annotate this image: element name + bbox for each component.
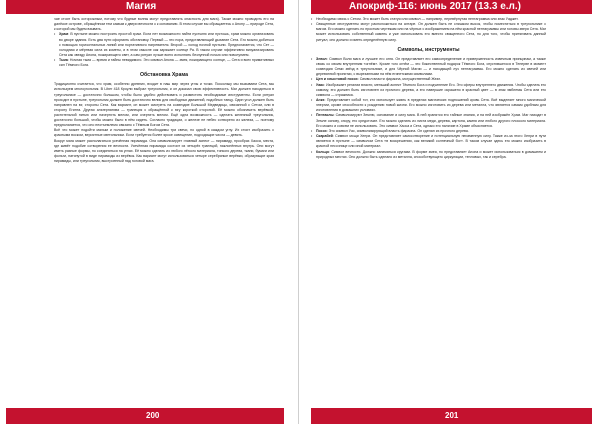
bullet-text: : Представляет собой тот, кто использует жизнь в пределах магических подношений кровь Сета. Всё выделяет много магической энергии, кроме способности к рождению новой жизни. Его можно изготовить из дерева или металла, что является самым удобным для изготовления в домашних условиях.: [316, 97, 546, 113]
bullet-item: [54, 58, 274, 68]
bullet-text: Священные инструменты могут расположиться на алтаре. Он должен быть не слишком высок, чтобы поместиться в треугольнике с магом. Его можно сделать по простым чертежам или на чёрных с изображением на нём красной пентаграммы или головы зверя Сета. Маг может использовать собственный камень и уже использовать его вместо священного Сета, но для того, чтобы притягивать данный ритуал, оно должно и иметь определённую силу.: [316, 22, 546, 42]
bullet-term: Цеп и хлыстовой посох: [316, 77, 358, 82]
left-page: [0, 0, 299, 424]
bullet-item: [311, 134, 546, 149]
body-paragraph: Вокруг мага может располагаться усечённая пирамида. Она символизирует главный аспект — пирамиду, прообраз Хаоса, места, где живёт подобие сотворения ее вечности. Усечённая пирамида состоит из четырёх трапеций, наклонённых внутрь. Они могут иметь разные формы, но соединяться на углах. Её можно сделать из любого лёгкого материала, тонкого дерева, ткани, бумаги или фольги, натянутой в виде пирамиды из верёвок. Как вариант могут использоваться четыре серебряные верёвки, образующие края пирамиды, или треугольник, выстроенный над головой мага.: [54, 138, 274, 164]
bullet-text: : Символ власти фараона, могущественный Жезл.: [357, 77, 442, 82]
section-heading: Символы, инструменты: [397, 46, 460, 53]
right-page-header: [311, 0, 592, 14]
bullet-text: : Символ мощи Хепри. Он представляет самосотворение и потенциальную неизменную силу. Также из-за этого Хепри в пути является в пустыне — символом Сета «в воскрешении, как великий солнечный бог». В таком случае здесь его можно изобразить в красной песочнице или иной материал.: [316, 134, 546, 149]
bullet-term: Посох: [316, 128, 327, 133]
right-page-number: 201: [445, 411, 459, 420]
bullet-item: [311, 113, 546, 128]
bullet-item: [54, 32, 274, 57]
body-paragraph: чае стоит быть осторожным, потому что будные волны могут представлять опасность для мага). Также можно проводить его на далёкое острове, обращённом тем самым к двери вечности к к основанию. В этом случае вы обращаетесь к Апопу — природе Сета, к которой мы будем взывать.: [54, 17, 274, 32]
bullet-text: : Изображает регалии власти, меньший аспект Тёмного Бога и подчинение Его. Это сферы внутреннего движения. Чтобы сделать его самому, его должен быть изготовлен из прочного дерева, а его навершие окрашено в красный цвет — в знак эмблемы Сета или его символа — стражника.: [316, 82, 546, 97]
bullet-term: Анкх: [316, 97, 325, 102]
right-page: [301, 0, 600, 424]
bullet-item: [311, 150, 546, 160]
body-paragraph: Всё что может подойти малым и положение свечей. Необходимы три свечи, по одной в каждом углу. Их стоит изобразить с красными воском, вероятные светильники. Если требуется более яркое освещение, подходящие числа — девять.: [54, 128, 274, 138]
bullet-term: Пентаклы: [316, 113, 334, 118]
bullet-item: [311, 83, 546, 98]
right-page-title: Апокриф-116: июнь 2017 (13.3 е.л.): [349, 1, 522, 12]
right-page-body: [311, 17, 546, 400]
body-paragraph: Традиционно считается, что храм, особенно древних, входит в наш мир через углы и точки. Поскольку мы вызываем Сета, мы используем многоугольник. В Liber 418 Кроули выбрал треугольник, и он доказал свою эффективность. Маг должен находиться в треугольнике — достаточно большом, чтобы было удобно действовать и разместить необходимые инструменты. Если ритуал проходит в пустыне, треугольник должен быть достаточно велик для свободных движений, подобных танцу. Один угол должен быть направлен на юг, стороны Сета. Как вариант, он может смотреть на созвездие Большой Медведицы, связанной с Сетом, или в сторону Египта. Другая альтернатива — трапеция с обращённой к югу короткой стороной. Её можно обозначить верёвкой, растительной нитью или начертить мелом, или очертить мелом. Ещё одна возможность — сделать железный треугольник, достаточно большой, чтобы можно было в нём сидеть. Согласно традиции, о железе не небес сотворено из железа, — поэтому предполагается, что оно неотъемлемо связано с Тёмным Богом Сета.: [54, 82, 274, 128]
bullet-text: Необходимо связь с Сетом. Это может быть статуя или символ — например, перевёрнутая пентаграмма или знак Уаджет.: [316, 17, 519, 21]
left-page-number: 200: [146, 411, 160, 420]
bullet-text: : В пустыне можно построить простой храм. Если нет возможности найти пустыню или пустошь, храм можно организовать во дворе здания. Есть два пути оформить обстановку. Первый — это нора, представляющий дыхание Сета. Его можно добиться с помощью горизонтальных линий или портативного нагревателя. Второй — холод ночной пустыни. Предполагается, что Сет — холодная и мёртвая сила из кометы, и в этом смысле как заряжает солнце Ра. В таком случае эффективно визуализировать Сета как звезду Апопа, пожирающего свет, а сам ритуал лучше всего исполнять безлунной ночью или новолунием.: [59, 32, 274, 57]
bullet-term: Уаас: [316, 82, 325, 87]
bullet-text: : Символ Воли мага и лучшее его огня. Он представляет его самоопределение и приверженность извечным принципам, а также связь со своим внутренним «огнём». Кроме того огнём — это божественный подарок Тёмного Бога, спустившегося в Тенерве в момент созвездия Семи звёзд в треугольнике, и для Чёрной Магии — и находящей луч пентаграммы. Его можно сделать из свечей или деревянной пропитки, с вырезанными на нём египетскими символами.: [316, 56, 546, 76]
bullet-text: : Символ вечности. Должно заниматься кругами. В форме змея, но представляет Апопа и может использоваться в домашнем и природных местах. Оно должно быть сделано из металла, способствующего циркуляции, тепловых, так и серебра.: [316, 149, 546, 159]
left-page-header: [6, 0, 284, 14]
bullet-text: : Это символ Уас, символизирующий власть фараона. Он сделан из прочного дерева.: [326, 128, 469, 133]
section-heading: Обстановка Храма: [139, 72, 189, 79]
left-page-footer: [6, 408, 284, 424]
left-page-title: Магия: [126, 1, 157, 12]
bullet-text: : Символизируют Землю, основание и силу мага. В ней хранятся его тайные знания, и на ней изображён Храм. Маг находит в Земле основу, опору, его средоточие. Его можно сделать из листа меди, дерева, картона, камня или любого другого плоского материала. Его можно и совсем не использовать. Это символ Хаоса и Сета, однако его наличие в Храме объясняется.: [316, 113, 546, 128]
bullet-item: [311, 57, 546, 77]
left-page-body: [54, 17, 274, 400]
bullet-item: [311, 22, 546, 42]
bullet-term: Тьма: [59, 58, 68, 63]
bullet-term: Храм: [59, 32, 69, 37]
right-page-footer: [311, 408, 592, 424]
bullet-item: [311, 98, 546, 113]
bullet-term: Зевол: [316, 56, 327, 61]
bullet-term: Скарабей: [316, 134, 333, 139]
bullet-term: Кольцо: [316, 149, 330, 154]
bullet-text: : Ночная тьма — время и тайны невидимого. Это символ Апопа — змея, пожирающего солнце, — Сета и всех примитивных сил Тёмного Бога.: [59, 58, 274, 68]
